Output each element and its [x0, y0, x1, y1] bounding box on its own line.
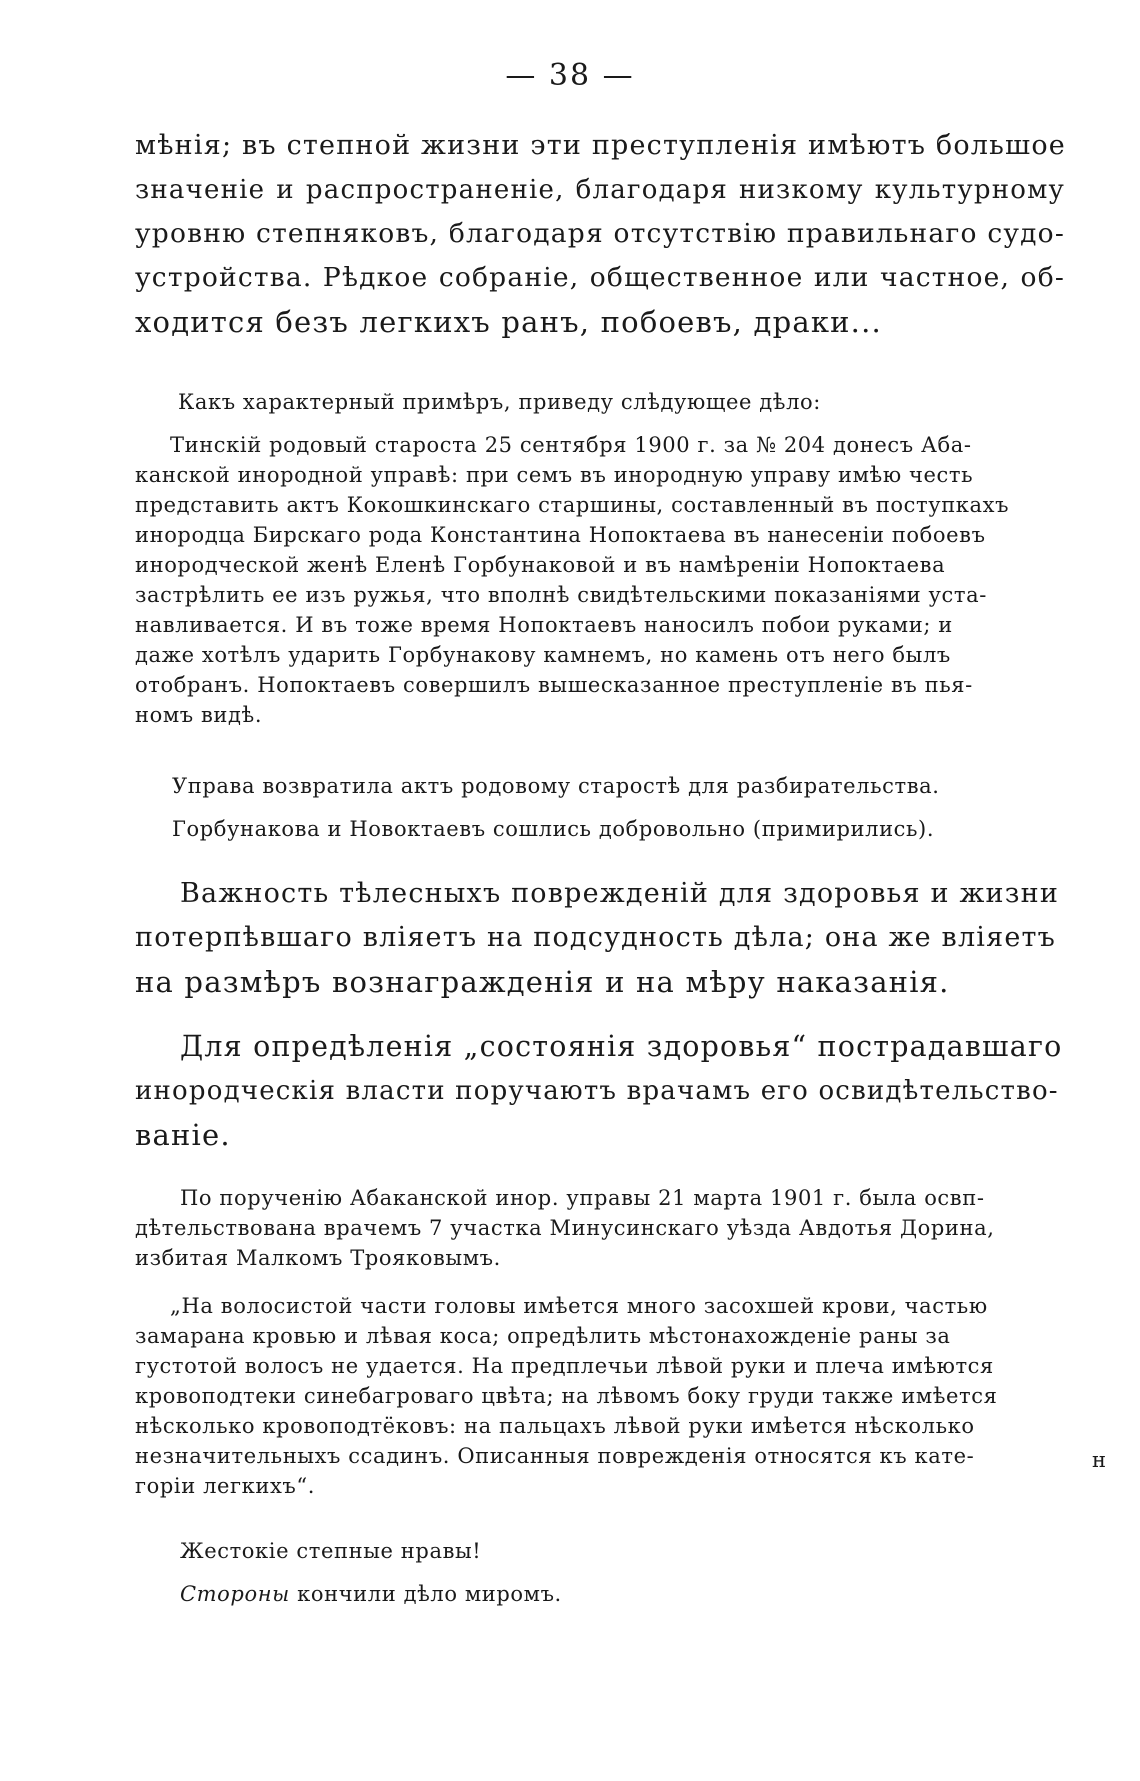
paragraph-7	[135, 1025, 1065, 1157]
paragraph-6	[135, 872, 1065, 1004]
margin-mark: н	[1092, 1448, 1107, 1472]
text-line: представить актъ Кокошкинскаго старшины, составленный въ поступкахъ	[135, 493, 1010, 517]
text-line: ходится безъ легкихъ ранъ, побоевъ, драки...	[135, 305, 882, 339]
paragraph-10	[180, 1536, 1065, 1566]
paragraph-5	[172, 814, 1065, 844]
text-line: уровню степняковъ, благодаря отсутствію правильнаго судо-	[135, 218, 1065, 249]
case-report	[135, 430, 1065, 730]
text-line: мѣнія; въ степной жизни эти преступленія имѣютъ большое	[135, 130, 1066, 161]
paragraph-2	[178, 387, 1065, 417]
text-line: избитая Малкомъ Трояковымъ.	[135, 1246, 501, 1270]
text-line: кровоподтеки синебагроваго цвѣта; на лѣвомъ боку груди также имѣется	[135, 1384, 998, 1408]
text-line: навливается. И въ тоже время Нопоктаевъ наносилъ побои руками; и	[135, 613, 953, 637]
text-line: По порученію Абаканской инор. управы 21 марта 1901 г. была освп-	[180, 1186, 985, 1210]
text-line: на размѣръ вознагражденія и на мѣру наказанія.	[135, 965, 950, 999]
text-line: нѣсколько кровоподтёковъ: на пальцахъ лѣвой руки имѣется нѣсколько	[135, 1414, 975, 1438]
paragraph-11	[180, 1579, 1065, 1609]
text-line: Какъ характерный примѣръ, приведу слѣдующее дѣло:	[178, 390, 821, 414]
paragraph-4	[172, 771, 1065, 801]
paragraph-1	[135, 124, 1065, 344]
page-number: — 38 —	[505, 58, 635, 93]
text-line: даже хотѣлъ ударить Горбунакову камнемъ, но камень отъ него былъ	[135, 643, 951, 667]
emphasis-word: Стороны	[180, 1582, 290, 1606]
text-line: Жестокіе степные нравы!	[180, 1539, 482, 1563]
text-line: Тинскій родовый староста 25 сентября 1900 г. за № 204 донесъ Аба-	[170, 433, 972, 457]
text-run: кончили дѣло миромъ.	[289, 1582, 562, 1606]
text-line: Важность тѣлесныхъ поврежденій для здоровья и жизни	[180, 878, 1060, 909]
text-line: номъ видѣ.	[135, 703, 263, 727]
text-line: Управа возвратила актъ родовому старостѣ для разбирательства.	[172, 774, 940, 798]
text-line: „На волосистой части головы имѣется много засохшей крови, частью	[170, 1294, 988, 1318]
text-line: горіи легкихъ“.	[135, 1474, 315, 1498]
medical-report	[135, 1291, 1065, 1501]
text-line: Горбунакова и Новоктаевъ сошлись добровольно (примирились).	[172, 817, 935, 841]
text-line: потерпѣвшаго вліяетъ на подсудность дѣла; она же вліяетъ	[135, 922, 1057, 953]
text-line	[180, 1579, 1065, 1609]
paragraph-8	[135, 1183, 1065, 1273]
text-line: дѣтельствована врачемъ 7 участка Минусинскаго уѣзда Авдотья Дорина,	[135, 1216, 995, 1240]
text-line: ваніе.	[135, 1118, 231, 1152]
text-line: замарана кровью и лѣвая коса; опредѣлить мѣстонахожденіе раны за	[135, 1324, 951, 1348]
text-line: канской инородной управѣ: при семъ въ инородную управу имѣю честь	[135, 463, 974, 487]
text-line: инородца Бирскаго рода Константина Нопоктаева въ нанесеніи побоевъ	[135, 523, 986, 547]
text-line: незначительныхъ ссадинъ. Описанныя поврежденія относятся къ кате-	[135, 1444, 975, 1468]
text-line: густотой волосъ не удается. На предплечьи лѣвой руки и плеча имѣются	[135, 1354, 994, 1378]
text-line: отобранъ. Нопоктаевъ совершилъ вышесказанное преступленіе въ пья-	[135, 673, 973, 697]
text-line: инородческой женѣ Еленѣ Горбунаковой и въ намѣреніи Нопоктаева	[135, 553, 946, 577]
text-line: застрѣлить ее изъ ружья, что вполнѣ свидѣтельскими показаніями уста-	[135, 583, 987, 607]
text-line: инородческія власти поручаютъ врачамъ его освидѣтельство-	[135, 1076, 1059, 1106]
text-line: Для опредѣленія „состоянія здоровья“ пострадавшаго	[180, 1030, 1063, 1063]
text-line: устройства. Рѣдкое собраніе, общественное или частное, об-	[135, 262, 1065, 293]
text-line: значеніе и распространеніе, благодаря низкому культурному	[135, 175, 1065, 205]
